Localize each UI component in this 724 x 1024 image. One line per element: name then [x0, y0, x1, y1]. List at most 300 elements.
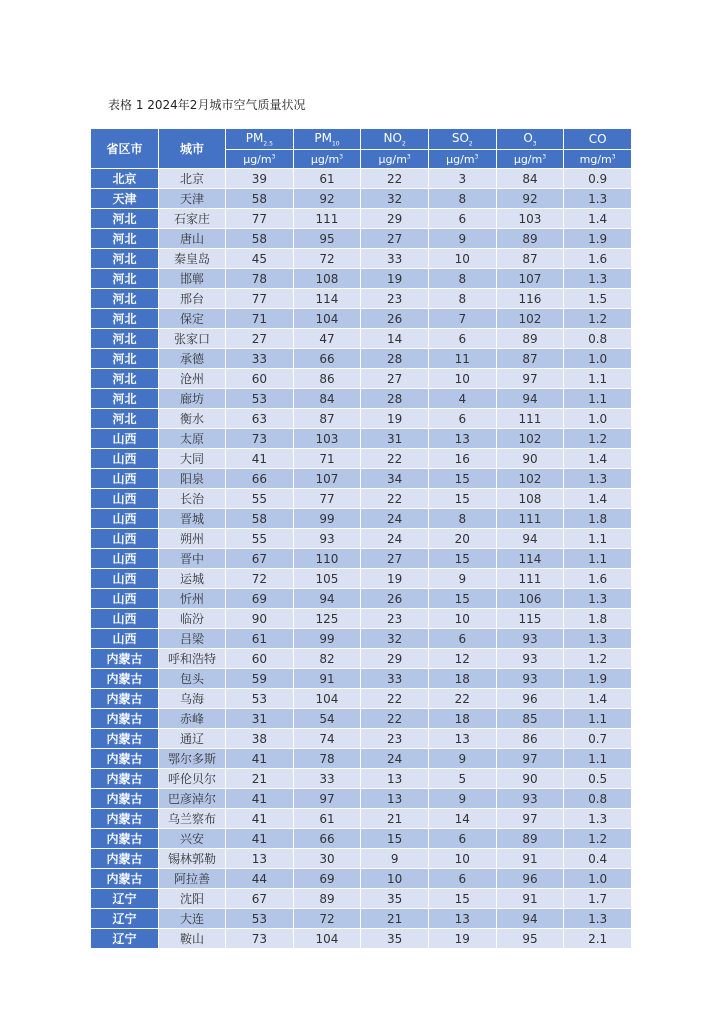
value-cell: 31 — [226, 709, 294, 729]
value-cell: 60 — [226, 369, 294, 389]
city-cell: 北京 — [159, 169, 226, 189]
value-cell: 27 — [361, 549, 429, 569]
value-cell: 39 — [226, 169, 294, 189]
province-cell: 内蒙古 — [91, 789, 159, 809]
value-cell: 34 — [361, 469, 429, 489]
table-row — [91, 249, 632, 269]
value-cell: 22 — [361, 709, 429, 729]
province-cell: 河北 — [91, 409, 159, 429]
value-cell: 84 — [496, 169, 564, 189]
value-cell: 103 — [293, 429, 361, 449]
province-cell: 内蒙古 — [91, 649, 159, 669]
value-cell: 58 — [226, 229, 294, 249]
value-cell: 1.9 — [564, 229, 632, 249]
value-cell: 58 — [226, 509, 294, 529]
province-cell: 内蒙古 — [91, 769, 159, 789]
value-cell: 1.8 — [564, 609, 632, 629]
province-cell: 天津 — [91, 189, 159, 209]
value-cell: 55 — [226, 529, 294, 549]
table-row — [91, 169, 632, 189]
value-cell: 69 — [226, 589, 294, 609]
value-cell: 11 — [428, 349, 496, 369]
value-cell: 9 — [428, 789, 496, 809]
header-unit: $\mu g/m^3$ — [361, 150, 429, 169]
table-row — [91, 649, 632, 669]
value-cell: 89 — [293, 889, 361, 909]
value-cell: 93 — [496, 629, 564, 649]
value-cell: 12 — [428, 649, 496, 669]
value-cell: 22 — [361, 489, 429, 509]
value-cell: 23 — [361, 729, 429, 749]
value-cell: 86 — [496, 729, 564, 749]
city-cell: 晋城 — [159, 509, 226, 529]
value-cell: 93 — [496, 789, 564, 809]
value-cell: 5 — [428, 769, 496, 789]
value-cell: 1.1 — [564, 749, 632, 769]
table-row — [91, 269, 632, 289]
value-cell: 104 — [293, 689, 361, 709]
city-cell: 天津 — [159, 189, 226, 209]
value-cell: 78 — [293, 749, 361, 769]
value-cell: 90 — [496, 769, 564, 789]
table-row — [91, 549, 632, 569]
header-pollutant: CO — [564, 129, 632, 150]
value-cell: 0.5 — [564, 769, 632, 789]
table-row — [91, 189, 632, 209]
value-cell: 69 — [293, 869, 361, 889]
value-cell: 115 — [496, 609, 564, 629]
city-cell: 通辽 — [159, 729, 226, 749]
value-cell: 9 — [428, 569, 496, 589]
value-cell: 10 — [428, 249, 496, 269]
value-cell: 19 — [361, 409, 429, 429]
table-row — [91, 789, 632, 809]
value-cell: 1.1 — [564, 709, 632, 729]
city-cell: 朔州 — [159, 529, 226, 549]
value-cell: 41 — [226, 749, 294, 769]
value-cell: 0.8 — [564, 789, 632, 809]
value-cell: 47 — [293, 329, 361, 349]
value-cell: 27 — [361, 369, 429, 389]
value-cell: 108 — [293, 269, 361, 289]
city-cell: 承德 — [159, 349, 226, 369]
value-cell: 89 — [496, 329, 564, 349]
value-cell: 4 — [428, 389, 496, 409]
value-cell: 15 — [361, 829, 429, 849]
city-cell: 沧州 — [159, 369, 226, 389]
table-row — [91, 589, 632, 609]
value-cell: 21 — [361, 809, 429, 829]
header-pollutant: $SO_2$ — [428, 129, 496, 150]
table-row — [91, 289, 632, 309]
value-cell: 102 — [496, 429, 564, 449]
value-cell: 1.2 — [564, 309, 632, 329]
value-cell: 86 — [293, 369, 361, 389]
value-cell: 1.1 — [564, 389, 632, 409]
value-cell: 67 — [226, 889, 294, 909]
value-cell: 53 — [226, 909, 294, 929]
city-cell: 阿拉善 — [159, 869, 226, 889]
province-cell: 山西 — [91, 609, 159, 629]
value-cell: 77 — [226, 209, 294, 229]
value-cell: 1.9 — [564, 669, 632, 689]
header-unit: $\mu g/m^3$ — [428, 150, 496, 169]
value-cell: 111 — [496, 509, 564, 529]
value-cell: 114 — [293, 289, 361, 309]
value-cell: 13 — [428, 729, 496, 749]
value-cell: 15 — [428, 489, 496, 509]
table-row — [91, 509, 632, 529]
header-pollutant: $NO_2$ — [361, 129, 429, 150]
value-cell: 111 — [293, 209, 361, 229]
value-cell: 99 — [293, 509, 361, 529]
value-cell: 91 — [496, 849, 564, 869]
value-cell: 89 — [496, 829, 564, 849]
province-cell: 内蒙古 — [91, 849, 159, 869]
city-cell: 沈阳 — [159, 889, 226, 909]
city-cell: 乌兰察布 — [159, 809, 226, 829]
header-row-names — [91, 129, 632, 150]
value-cell: 15 — [428, 589, 496, 609]
value-cell: 1.5 — [564, 289, 632, 309]
value-cell: 93 — [496, 649, 564, 669]
value-cell: 41 — [226, 809, 294, 829]
province-cell: 内蒙古 — [91, 689, 159, 709]
value-cell: 8 — [428, 269, 496, 289]
value-cell: 15 — [428, 549, 496, 569]
table-row — [91, 669, 632, 689]
value-cell: 9 — [361, 849, 429, 869]
value-cell: 1.3 — [564, 809, 632, 829]
air-quality-table — [90, 128, 632, 949]
table-row — [91, 469, 632, 489]
value-cell: 61 — [226, 629, 294, 649]
value-cell: 1.4 — [564, 689, 632, 709]
value-cell: 3 — [428, 169, 496, 189]
province-cell: 山西 — [91, 509, 159, 529]
province-cell: 河北 — [91, 249, 159, 269]
value-cell: 32 — [361, 189, 429, 209]
value-cell: 77 — [226, 289, 294, 309]
value-cell: 94 — [496, 529, 564, 549]
city-cell: 衡水 — [159, 409, 226, 429]
province-cell: 河北 — [91, 269, 159, 289]
value-cell: 24 — [361, 749, 429, 769]
value-cell: 41 — [226, 789, 294, 809]
city-cell: 呼伦贝尔 — [159, 769, 226, 789]
value-cell: 91 — [293, 669, 361, 689]
value-cell: 16 — [428, 449, 496, 469]
value-cell: 111 — [496, 409, 564, 429]
province-cell: 河北 — [91, 229, 159, 249]
value-cell: 97 — [496, 749, 564, 769]
province-cell: 山西 — [91, 629, 159, 649]
value-cell: 1.3 — [564, 469, 632, 489]
value-cell: 1.4 — [564, 489, 632, 509]
value-cell: 58 — [226, 189, 294, 209]
province-cell: 北京 — [91, 169, 159, 189]
value-cell: 53 — [226, 389, 294, 409]
table-row — [91, 569, 632, 589]
value-cell: 8 — [428, 189, 496, 209]
province-cell: 河北 — [91, 389, 159, 409]
table-body — [91, 169, 632, 949]
value-cell: 1.0 — [564, 869, 632, 889]
value-cell: 33 — [361, 669, 429, 689]
city-cell: 长治 — [159, 489, 226, 509]
value-cell: 0.8 — [564, 329, 632, 349]
table-row — [91, 369, 632, 389]
value-cell: 7 — [428, 309, 496, 329]
table-row — [91, 209, 632, 229]
header-unit: $\mu g/m^3$ — [496, 150, 564, 169]
table-row — [91, 489, 632, 509]
value-cell: 14 — [361, 329, 429, 349]
value-cell: 18 — [428, 709, 496, 729]
city-cell: 秦皇岛 — [159, 249, 226, 269]
header-city: 城市 — [159, 129, 226, 169]
value-cell: 6 — [428, 829, 496, 849]
value-cell: 13 — [361, 769, 429, 789]
value-cell: 90 — [226, 609, 294, 629]
value-cell: 93 — [293, 529, 361, 549]
value-cell: 0.9 — [564, 169, 632, 189]
table-row — [91, 309, 632, 329]
value-cell: 1.2 — [564, 649, 632, 669]
value-cell: 1.2 — [564, 829, 632, 849]
table-row — [91, 229, 632, 249]
value-cell: 24 — [361, 529, 429, 549]
city-cell: 唐山 — [159, 229, 226, 249]
value-cell: 87 — [293, 409, 361, 429]
table-row — [91, 429, 632, 449]
value-cell: 60 — [226, 649, 294, 669]
province-cell: 河北 — [91, 209, 159, 229]
value-cell: 1.1 — [564, 369, 632, 389]
value-cell: 91 — [496, 889, 564, 909]
value-cell: 29 — [361, 209, 429, 229]
city-cell: 张家口 — [159, 329, 226, 349]
city-cell: 大连 — [159, 909, 226, 929]
value-cell: 1.2 — [564, 429, 632, 449]
value-cell: 66 — [293, 829, 361, 849]
value-cell: 106 — [496, 589, 564, 609]
value-cell: 1.3 — [564, 189, 632, 209]
table-row — [91, 529, 632, 549]
province-cell: 内蒙古 — [91, 809, 159, 829]
value-cell: 72 — [226, 569, 294, 589]
province-cell: 内蒙古 — [91, 729, 159, 749]
value-cell: 1.8 — [564, 509, 632, 529]
city-cell: 晋中 — [159, 549, 226, 569]
value-cell: 66 — [293, 349, 361, 369]
value-cell: 107 — [293, 469, 361, 489]
value-cell: 1.3 — [564, 629, 632, 649]
value-cell: 9 — [428, 229, 496, 249]
value-cell: 24 — [361, 509, 429, 529]
province-cell: 辽宁 — [91, 889, 159, 909]
value-cell: 53 — [226, 689, 294, 709]
value-cell: 8 — [428, 509, 496, 529]
value-cell: 107 — [496, 269, 564, 289]
value-cell: 33 — [361, 249, 429, 269]
city-cell: 运城 — [159, 569, 226, 589]
value-cell: 93 — [496, 669, 564, 689]
value-cell: 13 — [361, 789, 429, 809]
value-cell: 66 — [226, 469, 294, 489]
value-cell: 13 — [428, 429, 496, 449]
value-cell: 1.3 — [564, 589, 632, 609]
value-cell: 33 — [293, 769, 361, 789]
value-cell: 1.6 — [564, 569, 632, 589]
value-cell: 10 — [428, 849, 496, 869]
table-row — [91, 389, 632, 409]
table-row — [91, 829, 632, 849]
table-row — [91, 349, 632, 369]
value-cell: 1.0 — [564, 349, 632, 369]
city-cell: 包头 — [159, 669, 226, 689]
value-cell: 92 — [293, 189, 361, 209]
province-cell: 河北 — [91, 309, 159, 329]
value-cell: 28 — [361, 389, 429, 409]
value-cell: 95 — [293, 229, 361, 249]
value-cell: 15 — [428, 469, 496, 489]
value-cell: 10 — [428, 369, 496, 389]
value-cell: 85 — [496, 709, 564, 729]
value-cell: 104 — [293, 309, 361, 329]
table-row — [91, 909, 632, 929]
city-cell: 廊坊 — [159, 389, 226, 409]
city-cell: 赤峰 — [159, 709, 226, 729]
value-cell: 94 — [496, 909, 564, 929]
value-cell: 0.4 — [564, 849, 632, 869]
value-cell: 78 — [226, 269, 294, 289]
value-cell: 21 — [226, 769, 294, 789]
value-cell: 97 — [496, 809, 564, 829]
province-cell: 河北 — [91, 289, 159, 309]
table-row — [91, 769, 632, 789]
province-cell: 内蒙古 — [91, 709, 159, 729]
value-cell: 14 — [428, 809, 496, 829]
value-cell: 18 — [428, 669, 496, 689]
value-cell: 95 — [496, 929, 564, 949]
value-cell: 6 — [428, 869, 496, 889]
value-cell: 29 — [361, 649, 429, 669]
value-cell: 6 — [428, 209, 496, 229]
value-cell: 13 — [226, 849, 294, 869]
table-row — [91, 749, 632, 769]
value-cell: 33 — [226, 349, 294, 369]
value-cell: 41 — [226, 829, 294, 849]
province-cell: 河北 — [91, 349, 159, 369]
header-unit: $mg/m^3$ — [564, 150, 632, 169]
value-cell: 21 — [361, 909, 429, 929]
value-cell: 94 — [496, 389, 564, 409]
value-cell: 97 — [496, 369, 564, 389]
value-cell: 89 — [496, 229, 564, 249]
value-cell: 61 — [293, 809, 361, 829]
province-cell: 山西 — [91, 429, 159, 449]
city-cell: 吕梁 — [159, 629, 226, 649]
value-cell: 22 — [361, 169, 429, 189]
table-row — [91, 729, 632, 749]
value-cell: 104 — [293, 929, 361, 949]
city-cell: 乌海 — [159, 689, 226, 709]
value-cell: 0.7 — [564, 729, 632, 749]
value-cell: 1.3 — [564, 269, 632, 289]
table-row — [91, 869, 632, 889]
value-cell: 1.4 — [564, 209, 632, 229]
city-cell: 锡林郭勒 — [159, 849, 226, 869]
city-cell: 兴安 — [159, 829, 226, 849]
province-cell: 辽宁 — [91, 929, 159, 949]
province-cell: 山西 — [91, 489, 159, 509]
value-cell: 87 — [496, 249, 564, 269]
value-cell: 92 — [496, 189, 564, 209]
value-cell: 35 — [361, 929, 429, 949]
value-cell: 102 — [496, 469, 564, 489]
value-cell: 6 — [428, 409, 496, 429]
value-cell: 116 — [496, 289, 564, 309]
value-cell: 1.3 — [564, 909, 632, 929]
header-pollutant: $PM_{2.5}$ — [226, 129, 294, 150]
value-cell: 38 — [226, 729, 294, 749]
value-cell: 63 — [226, 409, 294, 429]
header-unit: $\mu g/m^3$ — [226, 150, 294, 169]
value-cell: 73 — [226, 929, 294, 949]
province-cell: 山西 — [91, 589, 159, 609]
value-cell: 1.4 — [564, 449, 632, 469]
province-cell: 河北 — [91, 329, 159, 349]
table-row — [91, 689, 632, 709]
value-cell: 1.6 — [564, 249, 632, 269]
value-cell: 22 — [428, 689, 496, 709]
value-cell: 94 — [293, 589, 361, 609]
table-row — [91, 409, 632, 429]
province-cell: 辽宁 — [91, 909, 159, 929]
table-row — [91, 849, 632, 869]
province-cell: 河北 — [91, 369, 159, 389]
table-row — [91, 609, 632, 629]
value-cell: 6 — [428, 329, 496, 349]
value-cell: 72 — [293, 909, 361, 929]
header-pollutant: $O_3$ — [496, 129, 564, 150]
value-cell: 23 — [361, 609, 429, 629]
table-header — [91, 129, 632, 169]
value-cell: 19 — [428, 929, 496, 949]
province-cell: 山西 — [91, 549, 159, 569]
value-cell: 8 — [428, 289, 496, 309]
value-cell: 103 — [496, 209, 564, 229]
value-cell: 44 — [226, 869, 294, 889]
value-cell: 6 — [428, 629, 496, 649]
table-row — [91, 709, 632, 729]
province-cell: 内蒙古 — [91, 669, 159, 689]
city-cell: 呼和浩特 — [159, 649, 226, 669]
table-row — [91, 889, 632, 909]
value-cell: 31 — [361, 429, 429, 449]
city-cell: 巴彦淖尔 — [159, 789, 226, 809]
value-cell: 22 — [361, 449, 429, 469]
table-row — [91, 449, 632, 469]
city-cell: 邯郸 — [159, 269, 226, 289]
value-cell: 30 — [293, 849, 361, 869]
value-cell: 125 — [293, 609, 361, 629]
value-cell: 97 — [293, 789, 361, 809]
value-cell: 105 — [293, 569, 361, 589]
value-cell: 45 — [226, 249, 294, 269]
value-cell: 71 — [226, 309, 294, 329]
